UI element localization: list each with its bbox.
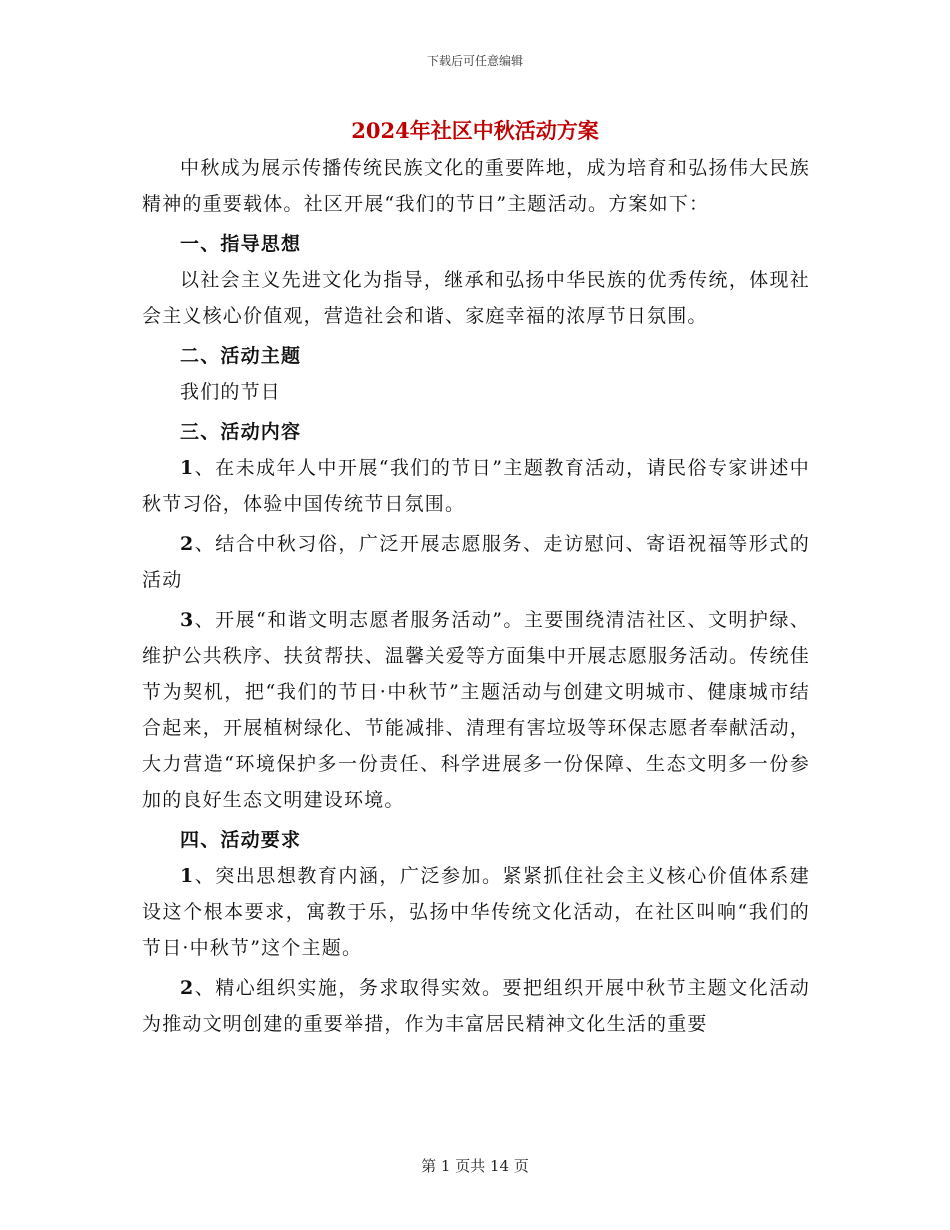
- list-item-text: 、在未成年人中开展“我们的节日”主题教育活动，请民俗专家讲述中秋节习俗，体验中国传统节日氛围。: [142, 457, 810, 515]
- page-number: 第 1 页共 14 页: [421, 1157, 529, 1175]
- list-item-number: 3: [180, 609, 195, 631]
- section-heading-activity-requirements: 四、活动要求: [180, 829, 302, 851]
- list-item-text: 、精心组织实施，务求取得实效。要把组织开展中秋节主题文化活动为推动文明创建的重要举措，作为丰富居民精神文化生活的重要: [142, 977, 810, 1035]
- section-heading-guiding-ideology: 一、指导思想: [180, 233, 302, 255]
- list-item: [142, 970, 810, 1042]
- list-item-number: 2: [180, 977, 195, 999]
- section-heading-activity-content: 三、活动内容: [180, 421, 302, 443]
- list-item-number: 1: [180, 865, 195, 887]
- list-item: [142, 526, 810, 598]
- list-item: [142, 602, 810, 818]
- list-item-text: 、结合中秋习俗，广泛开展志愿服务、走访慰问、寄语祝福等形式的活动: [142, 533, 810, 591]
- page-header-note: 下载后可任意编辑: [426, 54, 523, 68]
- section-body-activity-theme: 我们的节日: [180, 381, 282, 403]
- list-item-text: 、开展“和谐文明志愿者服务活动”。主要围绕清洁社区、文明护绿、维护公共秩序、扶贫帮扶、温馨关爱等方面集中开展志愿服务活动。传统佳节为契机，把“我们的节日·中秋节”主题活动与创建文明城市、健康城市结合起来，开展植树绿化、节能减排、清理有害垃圾等环保志愿者奉献活动，大力营造“环境保护多一份责任、科学进展多一份保障、生态文明多一份参加的良好生态文明建设环境。: [142, 609, 810, 811]
- list-item-text: 、突出思想教育内涵，广泛参加。紧紧抓住社会主义核心价值体系建设这个根本要求，寓教于乐，弘扬中华传统文化活动，在社区叫响“我们的节日·中秋节”这个主题。: [142, 865, 810, 959]
- list-item-number: 2: [180, 533, 195, 555]
- document-body: [142, 150, 810, 1042]
- list-item: [142, 858, 810, 966]
- intro-paragraph: 中秋成为展示传播传统民族文化的重要阵地，成为培育和弘扬伟大民族精神的重要载体。社区开展“我们的节日”主题活动。方案如下：: [142, 157, 810, 215]
- document-title: 2024年社区中秋活动方案: [351, 118, 599, 143]
- section-body-guiding-ideology: 以社会主义先进文化为指导，继承和弘扬中华民族的优秀传统，体现社会主义核心价值观，营造社会和谐、家庭幸福的浓厚节日氛围。: [142, 269, 810, 327]
- section-heading-activity-theme: 二、活动主题: [180, 345, 302, 367]
- list-item: [142, 450, 810, 522]
- list-item-number: 1: [180, 457, 195, 479]
